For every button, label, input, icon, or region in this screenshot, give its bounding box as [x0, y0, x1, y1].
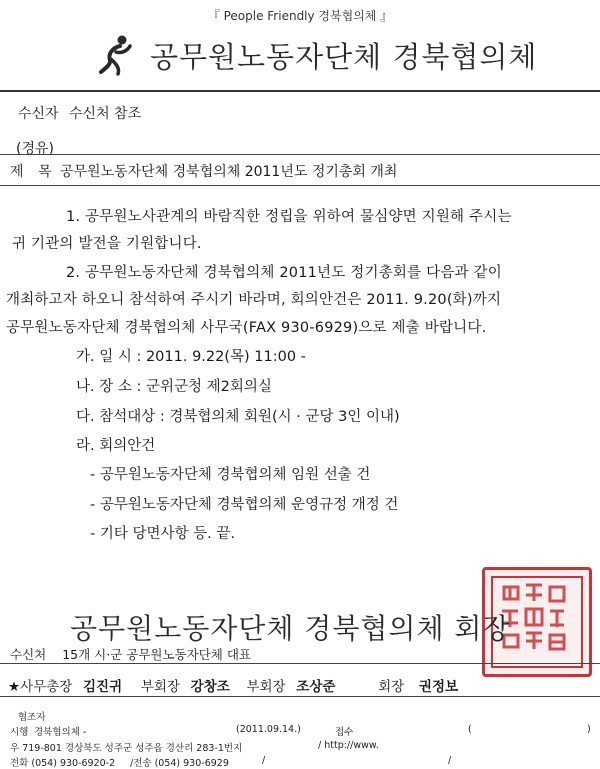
- destination-value: 15개 시·군 공무원노동자단체 대표: [62, 647, 251, 662]
- destination-divider: [0, 663, 600, 664]
- website: / http://www.: [318, 740, 379, 751]
- phone: 전화 (054) 930-6920-2: [10, 758, 116, 769]
- enact-date: (2011.09.14.): [236, 724, 301, 735]
- signer-role: 회장: [378, 679, 405, 695]
- slogan: 『 People Friendly 경북협의체 』: [207, 9, 393, 23]
- cooperator-label: 협조자: [18, 712, 46, 723]
- agenda-item: - 공무원노동자단체 경북협의체 임원 선출 건: [90, 467, 371, 483]
- enact-label: 시행: [10, 727, 29, 738]
- signer-name: 김진귀: [82, 679, 123, 695]
- destination-line: [10, 645, 251, 663]
- recipient-value: 수신처 참조: [69, 106, 142, 122]
- item-agenda-heading: 라. 회의안건: [76, 438, 156, 454]
- star-icon: ★: [8, 679, 21, 695]
- subject-label: 제 목: [10, 164, 52, 180]
- item-attendees: 다. 참석대상 : 경북협의체 회원(시 · 군당 3인 이내): [76, 409, 400, 425]
- separator-slash: /: [448, 755, 452, 766]
- signer-role: 사무총장: [20, 679, 73, 695]
- issuer-title: 공무원노동자단체 경북협의체 회장: [70, 612, 511, 645]
- subject-text: 공무원노동자단체 경북협의체 2011년도 정기총회 개최: [60, 164, 398, 180]
- signers-divider: [0, 696, 600, 697]
- enact-value: 경북협의체 -: [34, 727, 87, 738]
- paragraph-1-line-2: 귀 기관의 발전을 기원합니다.: [12, 236, 202, 252]
- fax: /전송 (054) 930-6929: [130, 758, 229, 769]
- agenda-item: - 기타 당면사항 등. 끝.: [90, 526, 235, 542]
- receipt-label: 접수: [335, 727, 354, 738]
- paragraph-1-line-1: 1. 공무원노사관계의 바람직한 정립을 위하여 물심양면 지원해 주시는: [66, 209, 512, 225]
- item-date: 가. 일 시 : 2011. 9.22(목) 11:00 -: [76, 349, 306, 365]
- address: 우 719-801 경상북도 성주군 성주읍 경산리 283-1번지: [10, 743, 243, 754]
- signer-role: 부회장: [140, 679, 180, 695]
- signers-line: [8, 675, 464, 695]
- signer-role: 부회장: [246, 679, 286, 695]
- via-label: (경유): [16, 141, 54, 157]
- paragraph-2-line-1: 2. 공무원노동자단체 경북협의체 2011년도 정기총회를 다음과 같이: [66, 265, 502, 281]
- runner-logo-icon: [98, 34, 132, 76]
- paragraph-2-line-3: 공무원노동자단체 경북협의체 사무국(FAX 930-6929)으로 제출 바랍니다.: [6, 320, 487, 336]
- header-divider: [0, 90, 600, 92]
- signer-name: 권정보: [418, 679, 459, 695]
- recipient-label: 수신자: [18, 106, 59, 122]
- receipt-close-paren: ): [587, 724, 591, 735]
- paragraph-2-line-2: 개최하고자 하오니 참석하여 주시기 바라며, 회의안건은 2011. 9.20(화)까지: [6, 292, 502, 308]
- organization-name: 공무원노동자단체 경북협의체: [150, 40, 538, 74]
- item-place: 나. 장 소 : 군위군청 제2회의실: [76, 379, 272, 395]
- destination-label: 수신처: [10, 647, 47, 662]
- signer-name: 강창조: [190, 679, 230, 695]
- separator-slash: /: [262, 755, 266, 766]
- agenda-item: - 공무원노동자단체 경북협의체 운영규정 개정 건: [90, 497, 399, 513]
- recipient-line: [18, 103, 141, 123]
- receipt-open-paren: (: [468, 724, 472, 735]
- signer-name: 조상준: [296, 679, 336, 695]
